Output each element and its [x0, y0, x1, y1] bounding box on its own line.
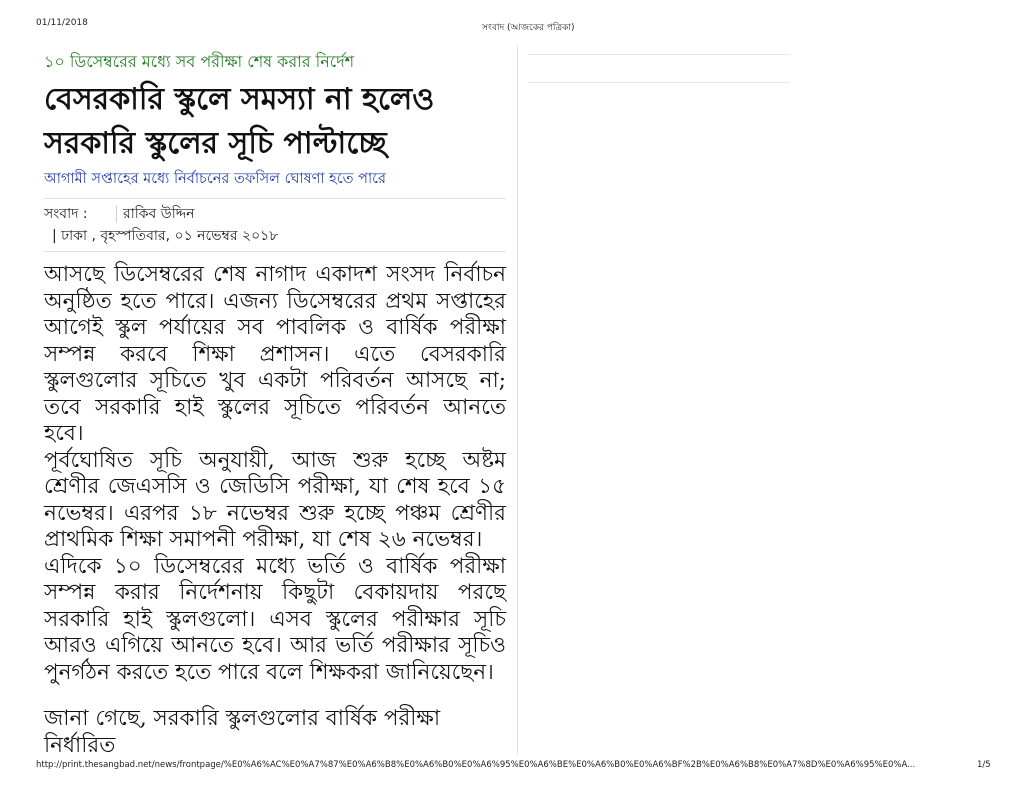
article-cut-line: জানা গেছে, সরকারি স্কুলগুলোর বার্ষিক পরীক্ষা নির্ধারিত: [44, 706, 441, 758]
sidebar-rule: [528, 54, 790, 55]
reporter-name[interactable]: রাকিব উদ্দিন: [123, 206, 195, 222]
reporter-divider: [116, 205, 117, 223]
sidebar-rule: [528, 82, 790, 83]
print-footer-url[interactable]: http://print.thesangbad.net/news/frontpage/%E0%A6%AC%E0%A7%87%E0%A6%B8%E0%A6%B0%E0%A6%95%E0%A6%BE%E0%A6%B0%E0%A6%BF%2B%E0%A6%B8%E0%A7%8D%E0%A6%95%E0%A...: [36, 760, 916, 770]
reporter-label: সংবাদ :: [44, 206, 88, 222]
article-shoulder: ১০ ডিসেম্বরের মধ্যে সব পরীক্ষা শেষ করার নির্দেশ: [44, 52, 355, 71]
article-paragraph: আসছে ডিসেম্বরের শেষ নাগাদ একাদশ সংসদ নির্বাচন অনুষ্ঠিত হতে পারে। এজন্য ডিসেম্বরের প্রথম সপ্তাহের আগেই স্কুল পর্যায়ের সব পাবলিক ও বার্ষিক পরীক্ষা সম্পন্ন করবে শিক্ষা প্রশাসন। এতে বেসরকারি স্কুলগুলোর সূচিতে খুব একটা পরিবর্তন আসছে না; তবে সরকারি হাই স্কুলের সূচিতে পরিবর্তন আনতে হবে।: [44, 262, 506, 446]
article-hanger: আগামী সপ্তাহের মধ্যে নির্বাচনের তফসিল ঘোষণা হতে পারে: [44, 171, 386, 187]
article-paragraph: পূর্বঘোষিত সূচি অনুযায়ী, আজ শুরু হচ্ছে অষ্টম শ্রেণীর জেএসসি ও জেডিসি পরীক্ষা, যা শেষ হবে ১৫ নভেম্বর। এরপর ১৮ নভেম্বর শুরু হচ্ছে পঞ্চম শ্রেণীর প্রাথমিক শিক্ষা সমাপনী পরীক্ষা, যা শেষ ২৬ নভেম্বর।: [44, 447, 506, 552]
column-divider: [517, 46, 518, 754]
article-dateline: | ঢাকা , বৃহস্পতিবার, ০১ নভেম্বর ২০১৮: [52, 228, 279, 244]
article-body: [44, 262, 506, 686]
print-header-title: সংবাদ (আজকের পত্রিকা): [482, 23, 575, 33]
article: [44, 48, 506, 758]
article-paragraph: এদিকে ১০ ডিসেম্বরের মধ্যে ভর্তি ও বার্ষিক পরীক্ষা সম্পন্ন করার নির্দেশনায় কিছুটা বেকায়দায় পরছে সরকারি হাই স্কুলগুলো। এসব স্কুলের পরীক্ষার সূচি আরও এগিয়ে আনতে হবে। আর ভর্তি পরীক্ষার সূচিও পুনর্গঠন করতে হতে পারে বলে শিক্ষকরা জানিয়েছেন।: [44, 553, 506, 685]
reporter-row: [44, 203, 506, 225]
print-footer-page-number: 1/5: [977, 760, 991, 770]
article-meta: [44, 198, 506, 252]
print-header-date: 01/11/2018: [36, 18, 88, 28]
article-headline: বেসরকারি স্কুলে সমস্যা না হলেও সরকারি স্কুলের সূচি পাল্টাচ্ছে: [44, 82, 435, 161]
